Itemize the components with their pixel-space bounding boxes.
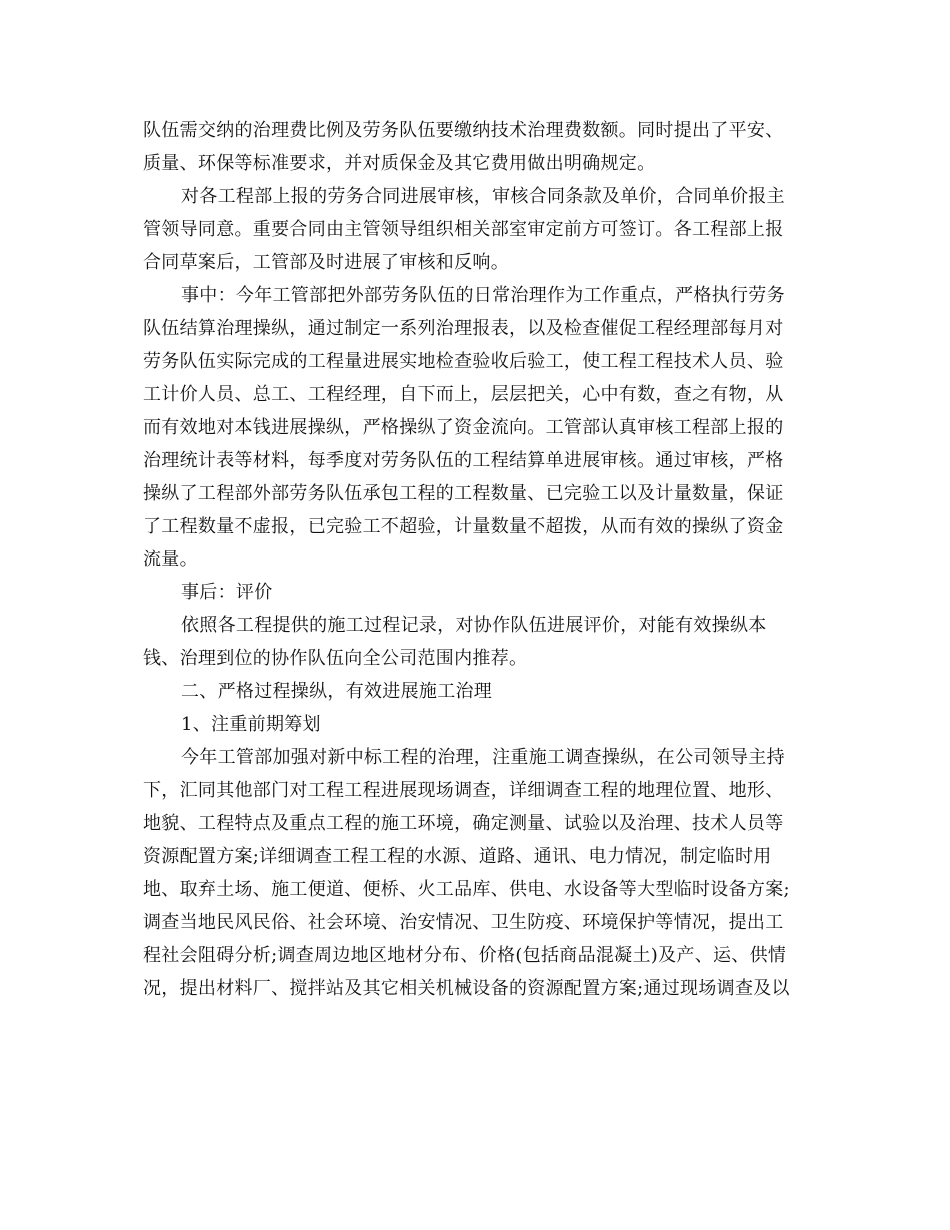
- text-line: 钱、治理到位的协作队伍向全公司范围内推荐。: [143, 648, 528, 669]
- text-line: 而有效地对本钱进展操纵，严格操纵了资金流向。工管部认真审核工程部上报的: [143, 417, 784, 438]
- text-line: 1、注重前期筹划: [181, 714, 321, 735]
- text-line: 队伍需交纳的治理费比例及劳务队伍要缴纳技术治理费数额。同时提出了平安、: [143, 120, 784, 141]
- text-line: 地、取弃土场、施工便道、便桥、火工品库、供电、水设备等大型临时设备方案;: [143, 879, 790, 900]
- text-line: 况，提出材料厂、搅拌站及其它相关机械设备的资源配置方案;通过现场调查及以: [143, 978, 790, 999]
- text-line: 二、严格过程操纵，有效进展施工治理: [181, 681, 493, 702]
- document-body: [143, 114, 813, 1005]
- text-line: 治理统计表等材料，每季度对劳务队伍的工程结算单进展审核。通过审核，严格: [143, 450, 784, 471]
- text-line: 了工程数量不虚报，已完验工不超验，计量数量不超拨，从而有效的操纵了资金: [143, 516, 784, 537]
- text-line: 操纵了工程部外部劳务队伍承包工程的工程数量、已完验工以及计量数量，保证: [143, 483, 784, 504]
- text-line: 对各工程部上报的劳务合同进展审核，审核合同条款及单价，合同单价报主: [181, 186, 785, 207]
- text-line: 队伍结算治理操纵，通过制定一系列治理报表，以及检查催促工程经理部每月对: [143, 318, 784, 339]
- text-line: 质量、环保等标准要求，并对质保金及其它费用做出明确规定。: [143, 153, 656, 174]
- text-line: 依照各工程提供的施工过程记录，对协作队伍进展评价，对能有效操纵本: [181, 615, 767, 636]
- text-line: 事后：评价: [181, 582, 273, 603]
- text-line: 程社会阻碍分析;调查周边地区地材分布、价格(包括商品混凝土)及产、运、供情: [143, 945, 787, 966]
- text-line: 下，汇同其他部门对工程工程进展现场调查，详细调查工程的地理位置、地形、: [143, 780, 784, 801]
- text-line: 今年工管部加强对新中标工程的治理，注重施工调查操纵，在公司领导主持: [181, 747, 785, 768]
- text-line: 流量。: [143, 549, 198, 570]
- text-line: 劳务队伍实际完成的工程量进展实地检查验收后验工，使工程工程技术人员、验: [143, 351, 784, 372]
- text-line: 工计价人员、总工、工程经理，自下而上，层层把关，心中有数，查之有物，从: [143, 384, 784, 405]
- text-line: 资源配置方案;详细调查工程工程的水源、道路、通讯、电力情况，制定临时用: [143, 846, 772, 867]
- text-line: 调查当地民风民俗、社会环境、治安情况、卫生防疫、环境保护等情况，提出工: [143, 912, 784, 933]
- text-line: 管领导同意。重要合同由主管领导组织相关部室审定前方可签订。各工程部上报: [143, 219, 784, 240]
- text-line: 地貌、工程特点及重点工程的施工环境，确定测量、试验以及治理、技术人员等: [143, 813, 784, 834]
- text-line: 事中：今年工管部把外部劳务队伍的日常治理作为工作重点，严格执行劳务: [181, 285, 785, 306]
- text-line: 合同草案后，工管部及时进展了审核和反响。: [143, 252, 509, 273]
